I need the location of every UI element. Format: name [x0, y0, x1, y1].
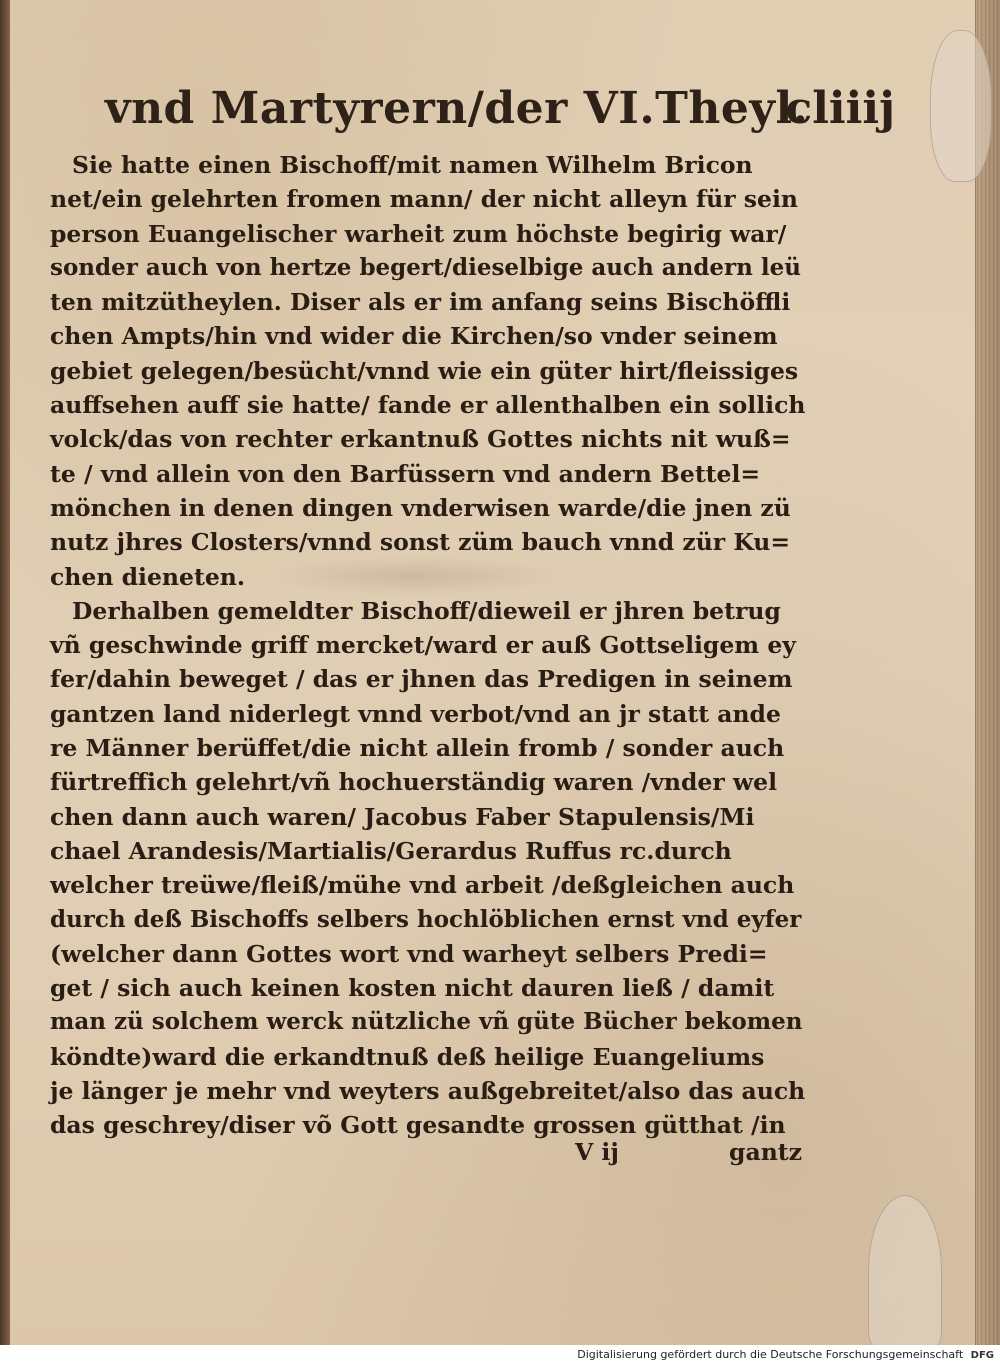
- text-line: net/ein gelehrten fromen mann/ der nicht alleyn für sein: [50, 185, 798, 214]
- catchword: gantz: [729, 1138, 802, 1166]
- text-line: auffsehen auff sie hatte/ fande er allenthalben ein sollich: [50, 391, 806, 420]
- digitization-credit: [577, 1347, 994, 1364]
- text-line: vñ geschwinde griff mercket/ward er auß Gottseligem ey: [50, 631, 796, 660]
- text-line: chen Ampts/hin vnd wider die Kirchen/so vnder seinem: [50, 322, 778, 351]
- text-line: gantzen land niderlegt vnnd verbot/vnd an jr statt ande: [50, 699, 781, 728]
- signature-mark: V ij: [575, 1138, 619, 1166]
- text-line: chael Arandesis/Martialis/Gerardus Ruffus rc.durch: [50, 836, 732, 865]
- credit-text: Digitalisierung gefördert durch die Deutsche Forschungsgemeinschaft: [577, 1348, 964, 1361]
- text-line: köndte)ward die erkandtnuß deß heilige Euangeliums: [50, 1042, 765, 1071]
- page-tab-marker: [930, 30, 992, 182]
- text-line: Derhalben gemeldter Bischoff/dieweil er jhren betrug: [72, 596, 781, 625]
- folio-number: cliiij: [785, 83, 895, 134]
- page-tab-marker: [868, 1195, 942, 1347]
- text-line: das geschrey/diser võ Gott gesandte grossen gütthat /in: [50, 1111, 786, 1140]
- text-line: gebiet gelegen/besücht/vnnd wie ein güter hirt/fleissiges: [50, 356, 799, 385]
- signature-line: [50, 1135, 810, 1169]
- text-line: te / vnd allein von den Barfüssern vnd andern Bettel=: [50, 459, 761, 488]
- text-line: fürtreffich gelehrt/vñ hochuerständig waren /vnder wel: [50, 768, 778, 797]
- text-line: get / sich auch keinen kosten nicht dauren ließ / damit: [50, 974, 775, 1003]
- body-text: [50, 148, 810, 1143]
- text-line: person Euangelischer warheit zum höchste begirig war/: [50, 219, 787, 248]
- text-line: chen dann auch waren/ Jacobus Faber Stapulensis/Mi: [50, 802, 755, 831]
- text-line: (welcher dann Gottes wort vnd warheyt selbers Predi=: [50, 939, 768, 968]
- text-line: Sie hatte einen Bischoff/mit namen Wilhelm Bricon: [72, 151, 753, 179]
- text-line: re Männer berüffet/die nicht allein fromb / sonder auch: [50, 734, 785, 763]
- text-line: mönchen in denen dingen vnderwisen warde/die jnen zü: [50, 493, 791, 522]
- page-header: [105, 78, 895, 140]
- text-line: sonder auch von hertze begert/dieselbige auch andern leü: [50, 253, 801, 281]
- text-line: nutz jhres Closters/vnnd sonst züm bauch vnnd zür Ku=: [50, 528, 791, 557]
- text-line: durch deß Bischoffs selbers hochlöblichen ernst vnd eyfer: [50, 905, 802, 933]
- text-line: ten mitzütheylen. Diser als er im anfang seins Bischöffli: [50, 288, 791, 317]
- digitization-footer: [0, 1345, 1000, 1365]
- book-page: [10, 0, 976, 1345]
- text-line: fer/dahin beweget / das er jhnen das Predigen in seinem: [50, 665, 793, 694]
- text-line: volck/das von rechter erkantnuß Gottes nichts nit wuß=: [50, 425, 791, 454]
- text-line: welcher treüwe/fleiß/mühe vnd arbeit /deßgleichen auch: [50, 871, 795, 900]
- text-line: chen dieneten.: [50, 562, 246, 591]
- text-line: man zü solchem werck nützliche vñ güte Bücher bekomen: [50, 1008, 803, 1036]
- text-line: je länger je mehr vnd weyters außgebreitet/also das auch: [50, 1077, 806, 1106]
- dfg-logo: DFG: [970, 1350, 994, 1361]
- running-title: vnd Martyrern/der VI.Theyl.: [105, 83, 809, 134]
